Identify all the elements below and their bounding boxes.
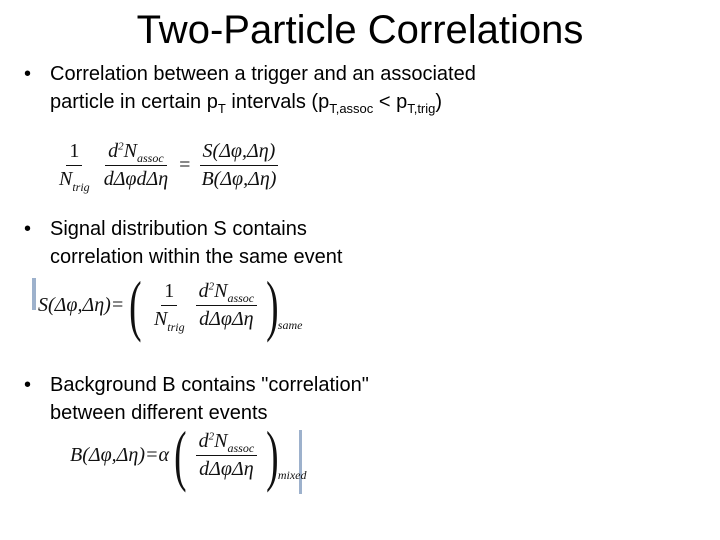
equation-background — [70, 417, 307, 493]
assoc-subscript: assoc — [227, 440, 255, 455]
bullet-2 — [20, 215, 700, 271]
right-paren: ) — [266, 267, 279, 343]
denominator-ntrig — [151, 306, 188, 334]
equation-signal — [38, 267, 303, 343]
bullet-2-line-2: correlation within the same event — [50, 246, 343, 268]
bullet-3 — [20, 371, 700, 427]
bullet-dot: • — [24, 374, 32, 396]
equals-sign: = — [179, 154, 191, 176]
n-symbol: N — [214, 429, 228, 452]
bullet-1-line-2 — [50, 88, 700, 123]
numerator-d2n — [105, 140, 167, 166]
bullet-3-line-1: Background B contains "correlation" — [50, 374, 369, 396]
numerator-one: 1 — [161, 280, 177, 306]
bullet-1-text: particle in certain p — [50, 91, 218, 113]
left-paren: ( — [129, 267, 142, 343]
assoc-subscript: assoc — [137, 151, 164, 165]
numerator-one: 1 — [66, 140, 82, 166]
fraction-d2n — [101, 140, 171, 191]
numerator-d2n — [196, 430, 258, 456]
left-paren: ( — [174, 417, 187, 493]
signal-lhs: S(Δφ,Δη)= — [38, 293, 125, 316]
subscript-t: T — [217, 101, 226, 116]
subscript-assoc: T,assoc — [329, 101, 374, 116]
decorative-bar — [32, 278, 36, 310]
fraction-d2n — [196, 280, 258, 331]
square-exponent: 2 — [208, 429, 215, 442]
bullet-3-line-2: between different events — [50, 402, 268, 424]
trig-subscript: trig — [167, 319, 185, 334]
bullet-1-text: ) — [435, 91, 443, 113]
trig-subscript: trig — [72, 180, 90, 194]
bullet-dot: • — [24, 218, 32, 240]
bullet-2-line-1: Signal distribution S contains — [50, 218, 307, 240]
square-exponent: 2 — [208, 279, 215, 292]
subscript-trig: T,trig — [407, 101, 436, 116]
d-symbol: d — [108, 140, 119, 162]
n-symbol: N — [123, 140, 137, 162]
bullet-dot: • — [24, 63, 32, 85]
slide-title: Two-Particle Correlations — [136, 8, 584, 52]
same-subscript: same — [277, 318, 303, 332]
mixed-subscript: mixed — [277, 468, 307, 482]
denominator-dphi-deta: dΔφΔη — [199, 307, 254, 330]
fraction-one-over-ntrig — [151, 279, 188, 334]
square-exponent: 2 — [118, 140, 124, 153]
bullet-1 — [20, 60, 700, 123]
numerator-s: S(Δφ,Δη) — [200, 140, 279, 166]
denominator-b: B(Δφ,Δη) — [201, 168, 277, 190]
assoc-subscript: assoc — [227, 290, 255, 305]
n-symbol: N — [153, 307, 168, 330]
fraction-one-over-ntrig — [56, 140, 93, 194]
background-lhs: B(Δφ,Δη)=α — [70, 443, 169, 466]
d-symbol: d — [198, 429, 209, 452]
bullet-1-text: intervals (p — [225, 91, 330, 113]
equation-normalized-yield — [52, 140, 283, 194]
d-symbol: d — [198, 279, 209, 302]
numerator-d2n — [196, 280, 258, 306]
bullet-1-text: < p — [373, 91, 408, 113]
denominator-dphi-deta: dΔφΔη — [199, 457, 254, 480]
denominator-dphi-deta: dΔφdΔη — [103, 168, 169, 190]
fraction-d2n — [196, 430, 258, 481]
n-symbol: N — [59, 168, 73, 190]
n-symbol: N — [214, 279, 228, 302]
denominator-ntrig — [56, 166, 93, 194]
fraction-s-over-b — [198, 140, 279, 191]
right-paren: ) — [266, 417, 279, 493]
bullet-1-line-1: Correlation between a trigger and an associated — [50, 63, 476, 85]
